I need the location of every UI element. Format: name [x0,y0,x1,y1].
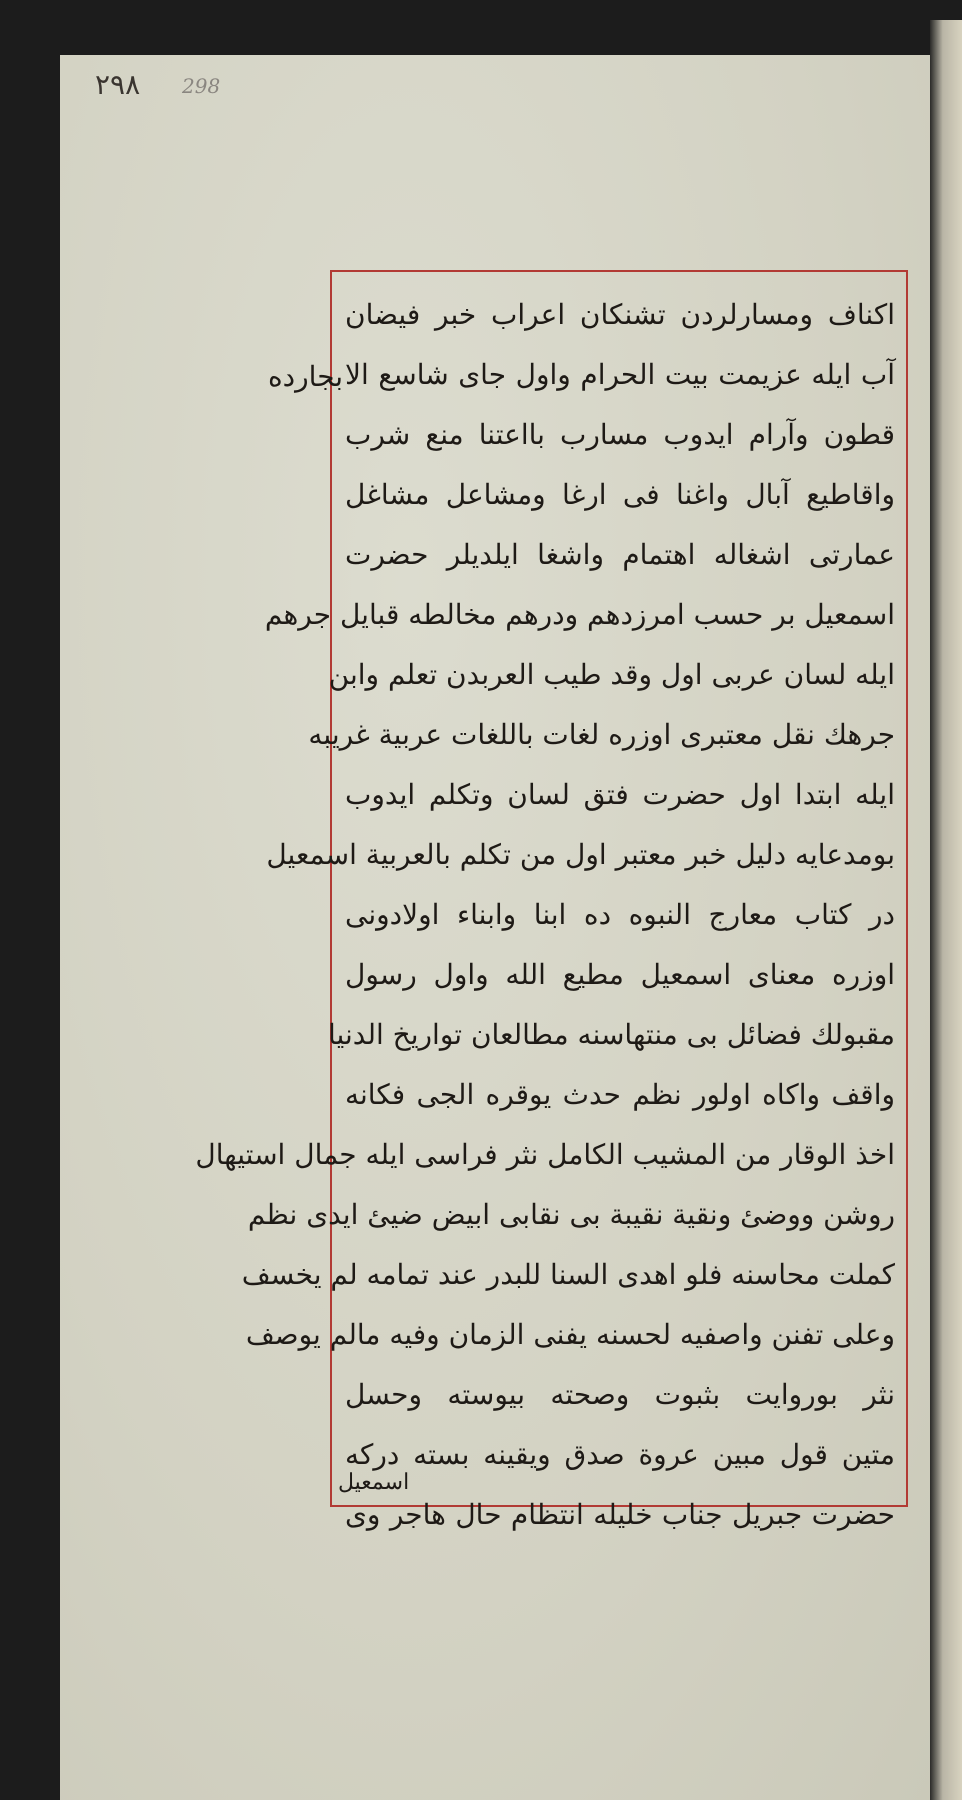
text-line: ايله لسان عربى اول وقد طيب العربدن تعلم وابن [328,658,895,691]
pencil-folio-number: 298 [182,74,221,98]
text-line: اكناف ومسارلردن تشنكان اعراب خبر فيضان [345,298,895,331]
book-spine [930,20,962,1800]
text-line: متين قول مبين عروة صدق ويقينه بسته دركه [345,1438,895,1471]
text-line: واقف واكاه اولور نظم حدث يوقره الجى فكانه [345,1078,895,1111]
text-line: ايله ابتدا اول حضرت فتق لسان وتكلم ايدوب [345,778,895,811]
text-line: اسمعيل بر حسب امرزدهم ودرهم مخالطه قبايل جرهم [264,598,895,631]
text-line: اوزره معناى اسمعيل مطيع الله واول رسول [345,958,895,991]
text-line: نثر بوروايت بثبوت وصحته بيوسته وحسل [345,1378,895,1411]
page-number: ٢٩٨ [95,68,141,101]
text-line: مقبولك فضائل بى منتهاسنه مطالعان تواريخ الدنيا [327,1018,895,1051]
catchword: اسمعيل [338,1470,410,1495]
text-line: كملت محاسنه فلو اهدى السنا للبدر عند تمامه لم يخسف [241,1258,895,1291]
text-line: آب ايله عزيمت بيت الحرام واول جاى شاسع الا [345,358,895,391]
text-line: اخذ الوقار من المشيب الكامل نثر فراسى ايله جمال استيهال [195,1138,895,1171]
text-line: در كتاب معارج النبوه ده ابنا وابناء اولادونى [345,898,895,931]
text-line: قطون وآرام ايدوب مسارب بااعتنا منع شرب [345,418,895,451]
margin-note: بجارده [268,360,344,393]
text-line: روشن ووضئ ونقية نقيبة بى نقابى ابيض ضيئ ايدى نظم [247,1198,895,1231]
text-line: وعلى تفنن واصفيه لحسنه يفنى الزمان وفيه مالم يوصف [245,1318,895,1351]
text-line: واقاطيع آبال واغنا فى ارغا ومشاعل مشاغل [345,478,895,511]
text-line: بومدعايه دليل خبر معتبر اول من تكلم بالعربية اسمعيل [266,838,895,871]
text-line: حضرت جبريل جناب خليله انتظام حال هاجر وى [345,1498,895,1531]
text-line: جرهك نقل معتبرى اوزره لغات باللغات عربية غريبه [308,718,895,751]
text-line: عمارتى اشغاله اهتمام واشغا ايلديلر حضرت [345,538,895,571]
